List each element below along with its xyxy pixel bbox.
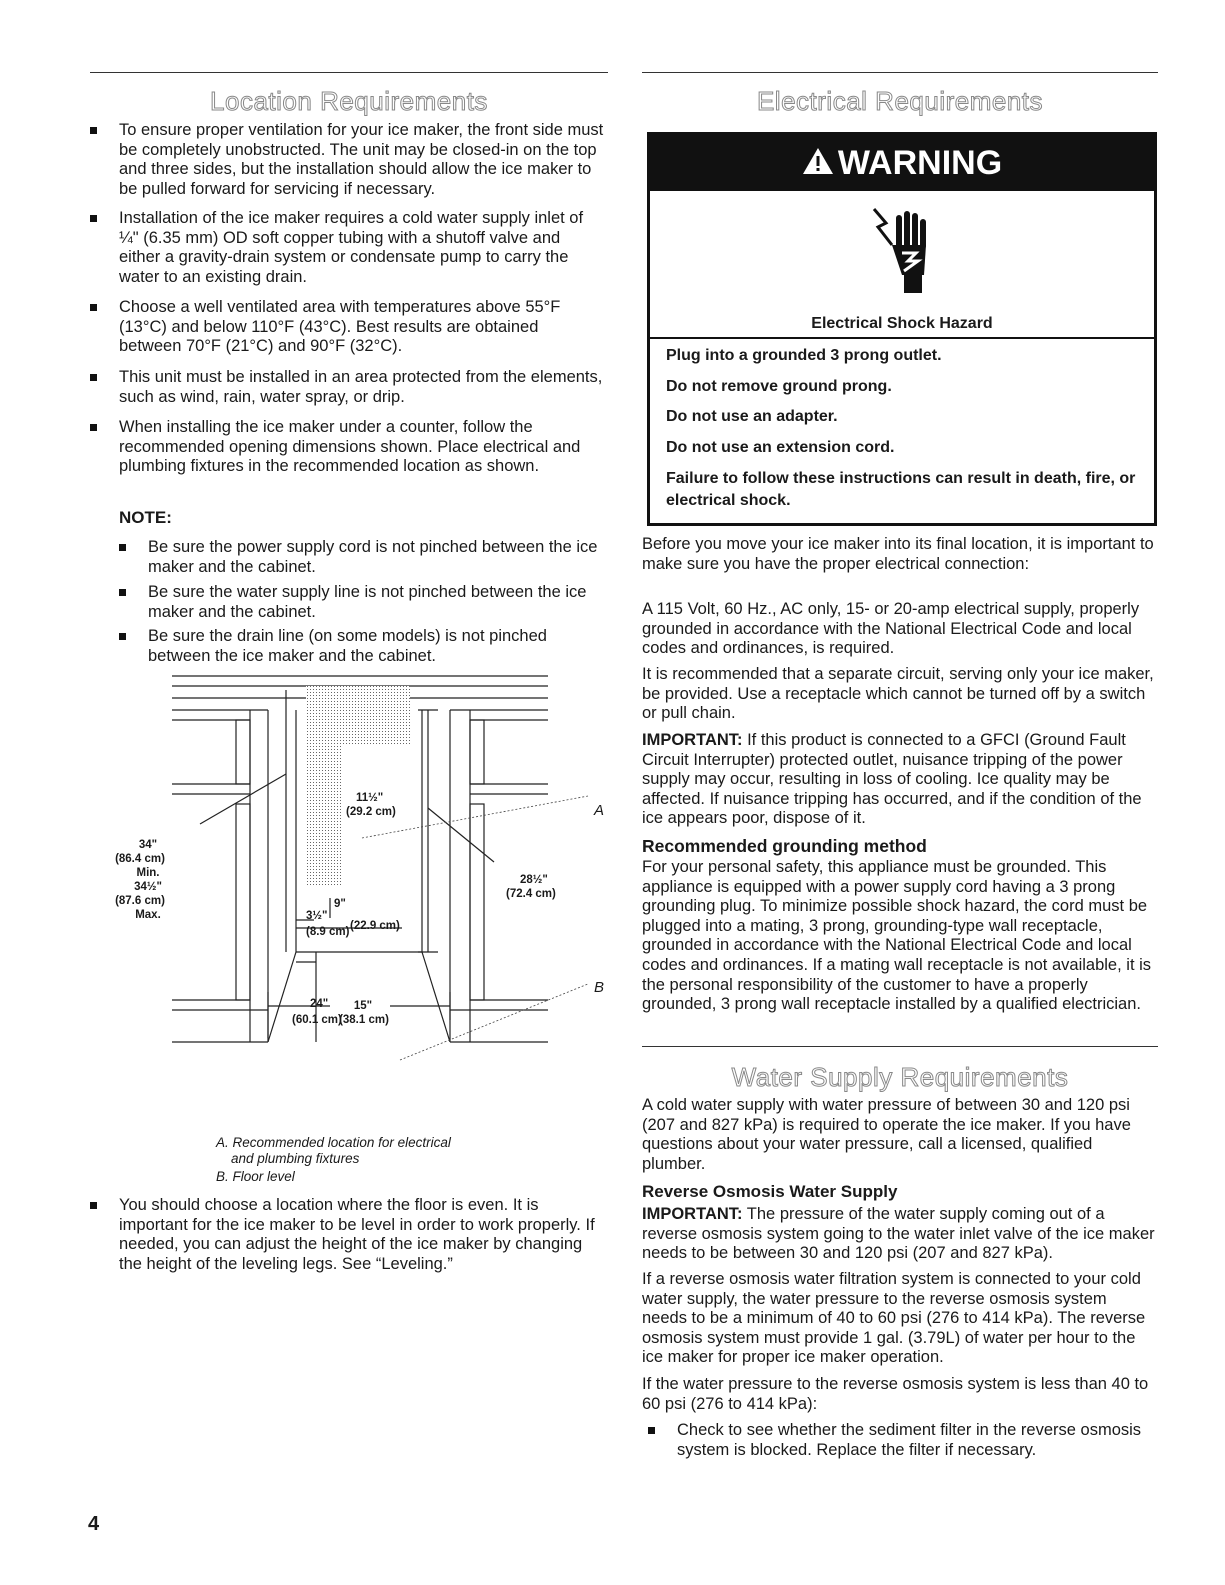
bullet-text: When installing the ice maker under a counter, follow the recommended opening dimensions shown. Place electrical and plumbing fixtures in the recommended location as shown.: [119, 418, 581, 476]
note-label: NOTE:: [119, 508, 172, 527]
dim-width: 15": [353, 1000, 373, 1012]
bullet-icon: [90, 424, 97, 431]
bullet-icon: [119, 589, 126, 596]
bullet-text: Choose a well ventilated area with temperatures above 55°F (13°C) and below 110°F (43°C). Best results are obtained between 70°F (21°C) and 90°F (32°C).: [119, 298, 561, 356]
ro-title: Reverse Osmosis Water Supply: [642, 1182, 898, 1201]
warning-line: Failure to follow these instructions can result in death, fire, or electrical shock.: [666, 470, 1136, 509]
important-label: IMPORTANT:: [642, 731, 743, 749]
dim-height-fixture: 28½": [520, 874, 548, 886]
bullet-text: Be sure the drain line (on some models) is not pinched between the ice maker and the cabinet.: [148, 627, 547, 665]
fixture-area-side: [306, 746, 342, 886]
ro-important: [642, 1205, 1156, 1264]
dim-height-min: 34": [138, 839, 158, 851]
important-label: IMPORTANT:: [642, 1205, 743, 1223]
bullet-icon: [648, 1427, 655, 1434]
section-rule: [642, 1046, 1158, 1047]
water-bullet: [648, 1421, 1156, 1461]
bullet-text: Check to see whether the sediment filter in the reverse osmosis system is blocked. Replace the filter if necessary.: [677, 1421, 1142, 1459]
dim-height-max-cm: (87.6 cm): [115, 895, 165, 907]
dim-height-fixture-cm: (72.4 cm): [506, 888, 556, 900]
note-bullet: [119, 583, 606, 623]
electrical-paragraph: Before you move your ice maker into its final location, it is important to make sure you have the proper electrical connection:: [642, 535, 1154, 573]
dim-min-label: Min.: [136, 867, 160, 879]
caption-a: A. Recommended location for electrical: [216, 1135, 451, 1150]
warning-banner: [650, 135, 1154, 191]
grounding-paragraph: For your personal safety, this appliance must be grounded. This appliance is equipped with a power supply cord having a 3 prong grounding plug. To minimize possible shock hazard, the cord must be plugged into a mating, 3 prong, grounding-type wall receptacle, grounded in accordance with the National Electrical Code and local codes and ordinances. If a mating wall receptacle is not available, it is the personal responsibility of the customer to have a properly grounded, 3 prong wall receptacle installed by a qualified electrician.: [642, 858, 1152, 1014]
location-bullet: [90, 298, 604, 358]
bullet-icon: [90, 215, 97, 222]
electrical-important: [642, 731, 1156, 829]
bullet-text: Be sure the water supply line is not pinched between the ice maker and the cabinet.: [148, 583, 587, 621]
warning-box: [647, 132, 1157, 526]
water-paragraph: A cold water supply with water pressure of between 30 and 120 psi (207 and 827 kPa) is required to operate the ice maker. If you have questions about your water pressure, call a licensed, qualified plumber.: [642, 1096, 1131, 1173]
bullet-icon: [90, 374, 97, 381]
bullet-text: Installation of the ice maker requires a cold water supply inlet of ¼" (6.35 mm) OD soft copper tubing with a shutoff valve and either a gravity-drain system or condensate pump to carry the water to an existing drain.: [119, 209, 584, 286]
dim-depth-cm: (60.1 cm): [292, 1014, 342, 1026]
bullet-text: You should choose a location where the floor is even. It is important for the ice maker to be level in order to work properly. If needed, you can adjust the height of the ice maker by changing the height of the leveling legs. See “Leveling.”: [119, 1196, 595, 1273]
caption-a-cont: and plumbing fixtures: [231, 1151, 360, 1166]
location-bullet: [90, 209, 604, 289]
electrical-paragraph: It is recommended that a separate circuit, serving only your ice maker, be provided. Use a receptacle which cannot be turned off by a switch or pull chain.: [642, 665, 1154, 723]
location-bullet: [90, 368, 604, 408]
dim-offset-top: 9": [334, 898, 346, 910]
location-bullet: [90, 121, 604, 201]
top-rule-right: [642, 72, 1158, 73]
electrical-heading: Electrical Requirements: [756, 86, 1044, 116]
dim-max-label: Max.: [135, 909, 161, 921]
water-paragraph: If a reverse osmosis water filtration system is connected to your cold water supply, the water pressure to the reverse osmosis system needs to be a minimum of 40 to 60 psi (276 to 414 kPa). The reverse osmosis system must provide 1 gal. (3.79L) of water per hour to the ice maker for proper ice maker operation.: [642, 1270, 1146, 1367]
dim-offset-side-cm: (8.9 cm): [306, 926, 350, 938]
bullet-icon: [90, 1202, 97, 1209]
bullet-icon: [90, 304, 97, 311]
warning-triangle-icon: [802, 137, 834, 193]
label-a: A: [594, 802, 605, 819]
dim-height-max: 34½": [134, 881, 162, 893]
bullet-text: To ensure proper ventilation for your ice maker, the front side must be completely unobstructed. The unit may be closed-in on the top and three sides, but the installation should allow the ice maker to be pulled forward for servicing if necessary.: [119, 121, 604, 198]
warning-line: Do not use an adapter.: [666, 408, 838, 425]
label-b: B: [594, 979, 605, 996]
dim-offset-side: 3½": [306, 910, 328, 922]
note-bullet: [119, 627, 606, 667]
electric-shock-hand-icon: [872, 205, 932, 295]
location-bullet: [90, 1196, 606, 1276]
important-text: The pressure of the water supply coming out of a reverse osmosis system going to the water inlet valve of the ice maker needs to be between 30 and 120 psi (207 and 827 kPa).: [642, 1205, 1155, 1263]
hazard-title: Electrical Shock Hazard: [811, 315, 993, 332]
installation-diagram: [100, 662, 620, 1122]
bullet-icon: [119, 633, 126, 640]
dim-width-opening: 11½": [356, 792, 384, 804]
location-heading: Location Requirements: [210, 86, 488, 116]
dim-depth: 24": [310, 998, 329, 1010]
top-rule-left: [90, 72, 608, 73]
warning-title: WARNING: [837, 144, 1003, 182]
note-bullet: [119, 538, 606, 578]
caption-b: B. Floor level: [216, 1169, 295, 1184]
water-heading: Water Supply Requirements: [731, 1062, 1069, 1092]
warning-line: Do not remove ground prong.: [666, 378, 892, 395]
bullet-text: This unit must be installed in an area protected from the elements, such as wind, rain, water spray, or drip.: [119, 368, 603, 406]
grounding-title: Recommended grounding method: [642, 836, 927, 856]
warning-line: Do not use an extension cord.: [666, 439, 895, 456]
bullet-icon: [90, 127, 97, 134]
location-bullet: [90, 418, 604, 498]
important-text: If this product is connected to a GFCI (Ground Fault Circuit Interrupter) protected outlet, nuisance tripping of the power supply may occur, resulting in loss of cooling. Ice quality may be affected. If nuisance tripping has occurred, and if the condition of the ice appears poor, dispose of it.: [642, 731, 1142, 828]
bullet-icon: [119, 544, 126, 551]
page-number: 4: [88, 1513, 100, 1535]
electrical-paragraph: A 115 Volt, 60 Hz., AC only, 15- or 20-amp electrical supply, properly grounded in accordance with the National Electrical Code and local codes and ordinances, is required.: [642, 600, 1140, 658]
dim-width-opening-cm: (29.2 cm): [346, 806, 396, 818]
water-paragraph: If the water pressure to the reverse osmosis system is less than 40 to 60 psi (276 to 414 kPa):: [642, 1375, 1149, 1413]
fixture-area-top: [306, 686, 410, 746]
dim-offset-top-cm: (22.9 cm): [350, 920, 400, 932]
dim-width-cm: (38.1 cm): [339, 1014, 389, 1026]
dim-height-min-cm: (86.4 cm): [115, 853, 165, 865]
warning-line: Plug into a grounded 3 prong outlet.: [666, 347, 942, 364]
bullet-text: Be sure the power supply cord is not pinched between the ice maker and the cabinet.: [148, 538, 598, 576]
